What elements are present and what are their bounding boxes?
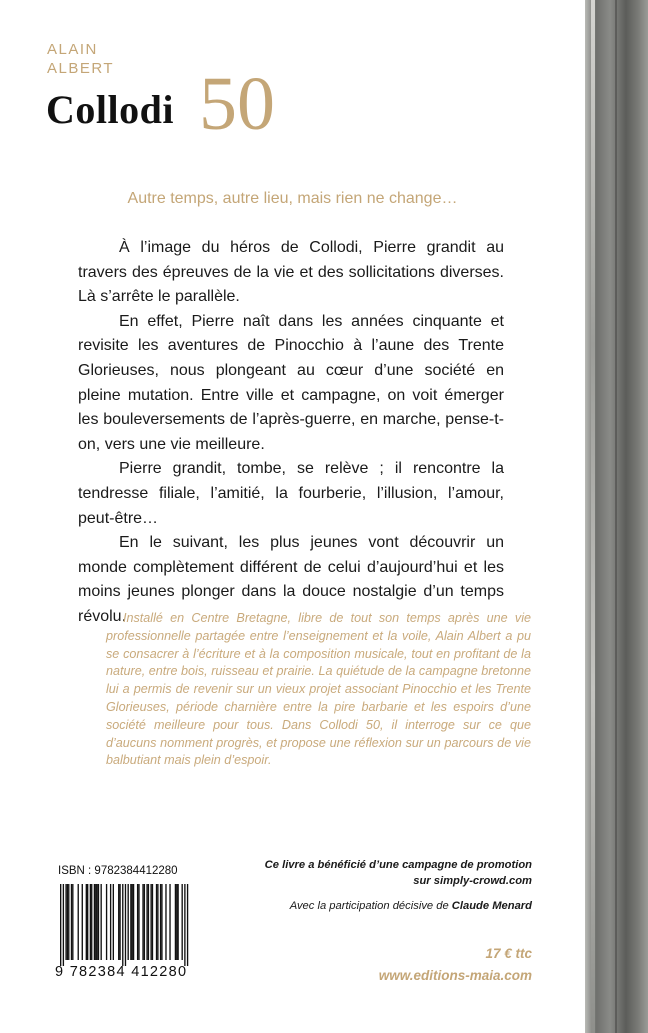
barcode-bar <box>138 884 139 960</box>
barcode-bar <box>187 884 188 966</box>
barcode-bar <box>60 884 61 966</box>
barcode-bar <box>87 884 88 960</box>
barcode-bar <box>137 884 138 960</box>
barcode-bar <box>95 884 96 960</box>
barcode-bar <box>152 884 153 960</box>
isbn-label: ISBN : 9782384412280 <box>58 865 178 877</box>
barcode-bar <box>118 884 119 960</box>
ean13-barcode <box>56 884 192 966</box>
blurb-paragraph: En le suivant, les plus jeunes vont découvrir un monde complètement différent de celui d’aujourd’hui et les moins jeunes plonger dans la douce nostalgie d’un temps révolu. <box>78 534 504 625</box>
publisher-website: www.editions-maia.com <box>378 968 532 983</box>
barcode-bar <box>82 884 83 960</box>
barcode-bar <box>90 884 91 960</box>
barcode-bar <box>128 884 129 960</box>
barcode-bar <box>122 884 123 966</box>
blurb-paragraph: Pierre grandit, tombe, se relève ; il rencontre la tendresse filiale, l’amitié, la fourberie, l’illusion, l’amour, peut-être… <box>78 460 504 527</box>
barcode-bar <box>106 884 107 960</box>
barcode-bar <box>176 884 177 960</box>
book-title: Collodi <box>46 87 174 132</box>
blurb-paragraph: À l’image du héros de Collodi, Pierre grandit au travers des épreuves de la vie et des sollicitations diverses. Là s’arrête le parallèle. <box>78 239 504 306</box>
barcode-bar <box>110 884 111 960</box>
barcode-digits: 9 782384 412280 <box>55 964 188 980</box>
barcode-bar <box>94 884 95 960</box>
barcode-bar <box>63 884 64 966</box>
barcode-bar <box>125 884 126 966</box>
barcode-bar <box>177 884 178 960</box>
barcode-bar <box>146 884 147 960</box>
promo-line: sur simply-crowd.com <box>413 875 532 887</box>
barcode-bar <box>133 884 134 960</box>
participation-name: Claude Menard <box>451 900 532 912</box>
barcode-bar <box>148 884 149 960</box>
tagline: Autre temps, autre lieu, mais rien ne change… <box>127 190 458 207</box>
barcode-bar <box>78 884 79 960</box>
barcode-bar <box>132 884 133 960</box>
blurb <box>78 236 504 630</box>
barcode-bar <box>142 884 143 960</box>
barcode-bar <box>150 884 151 960</box>
barcode-bar <box>96 884 97 960</box>
barcode-bar <box>71 884 72 960</box>
barcode-bar <box>184 884 185 966</box>
participation-prefix: Avec la participation décisive de <box>289 900 452 912</box>
barcode-bar <box>169 884 170 960</box>
author-name <box>47 40 114 78</box>
barcode-bar <box>91 884 92 960</box>
barcode-bar <box>160 884 161 960</box>
barcode-bar <box>67 884 68 960</box>
book-title-number: 50 <box>199 62 275 146</box>
barcode-bar <box>86 884 87 960</box>
barcode-bar <box>182 884 183 960</box>
barcode-bar <box>68 884 69 960</box>
barcode-bar <box>119 884 120 960</box>
barcode-bar <box>165 884 166 960</box>
blurb-paragraph: En effet, Pierre naît dans les années cinquante et revisite les aventures de Pinocchio à l’aune des Trente Glorieuses, nous plongeant au cœur d’une société en pleine mutation. Entre ville et campagne, on voit émerger les bouleversements de l’après-guerre, en marche, pense-t-on, vers une vie meilleure. <box>78 312 504 453</box>
barcode-bar <box>101 884 102 960</box>
price: 17 € ttc <box>485 946 532 961</box>
barcode-bar <box>113 884 114 960</box>
barcode-bar <box>65 884 66 960</box>
barcode-bar <box>157 884 158 960</box>
barcode-bar <box>98 884 99 960</box>
promo-line: Ce livre a bénéficié d’une campagne de promotion <box>264 859 532 871</box>
barcode-bar <box>175 884 176 960</box>
barcode-bar <box>156 884 157 960</box>
author-last-name: ALBERT <box>47 60 115 77</box>
author-first-name: ALAIN <box>47 41 98 58</box>
barcode-bar <box>144 884 145 960</box>
barcode-bar <box>72 884 73 960</box>
participation-notice <box>290 900 532 912</box>
barcode-bar <box>130 884 131 960</box>
spine-edge <box>585 0 648 1033</box>
promo-notice <box>265 857 532 889</box>
barcode-bar <box>161 884 162 960</box>
author-bio: Installé en Centre Bretagne, libre de tout son temps après une vie professionnelle partagée entre l’enseignement et la voile, Alain Albert a pu se consacrer à l’écriture et à la composition musicale, tout en profitant de la nature, entre bois, ruisseau et prairie. La quiétude de la campagne bretonne lui a permis de revenir sur un vieux projet associant Pinocchio et les Trente Glorieuses, période charnière entre la pire barbarie et les espoirs d’une société meilleure pour tous. Dans Collodi 50, il interroge sur ce que d’aucuns nomment progrès, et propose une réflexion sur un parcours de vie balbutiant mais plein d’espoir. <box>106 611 531 768</box>
